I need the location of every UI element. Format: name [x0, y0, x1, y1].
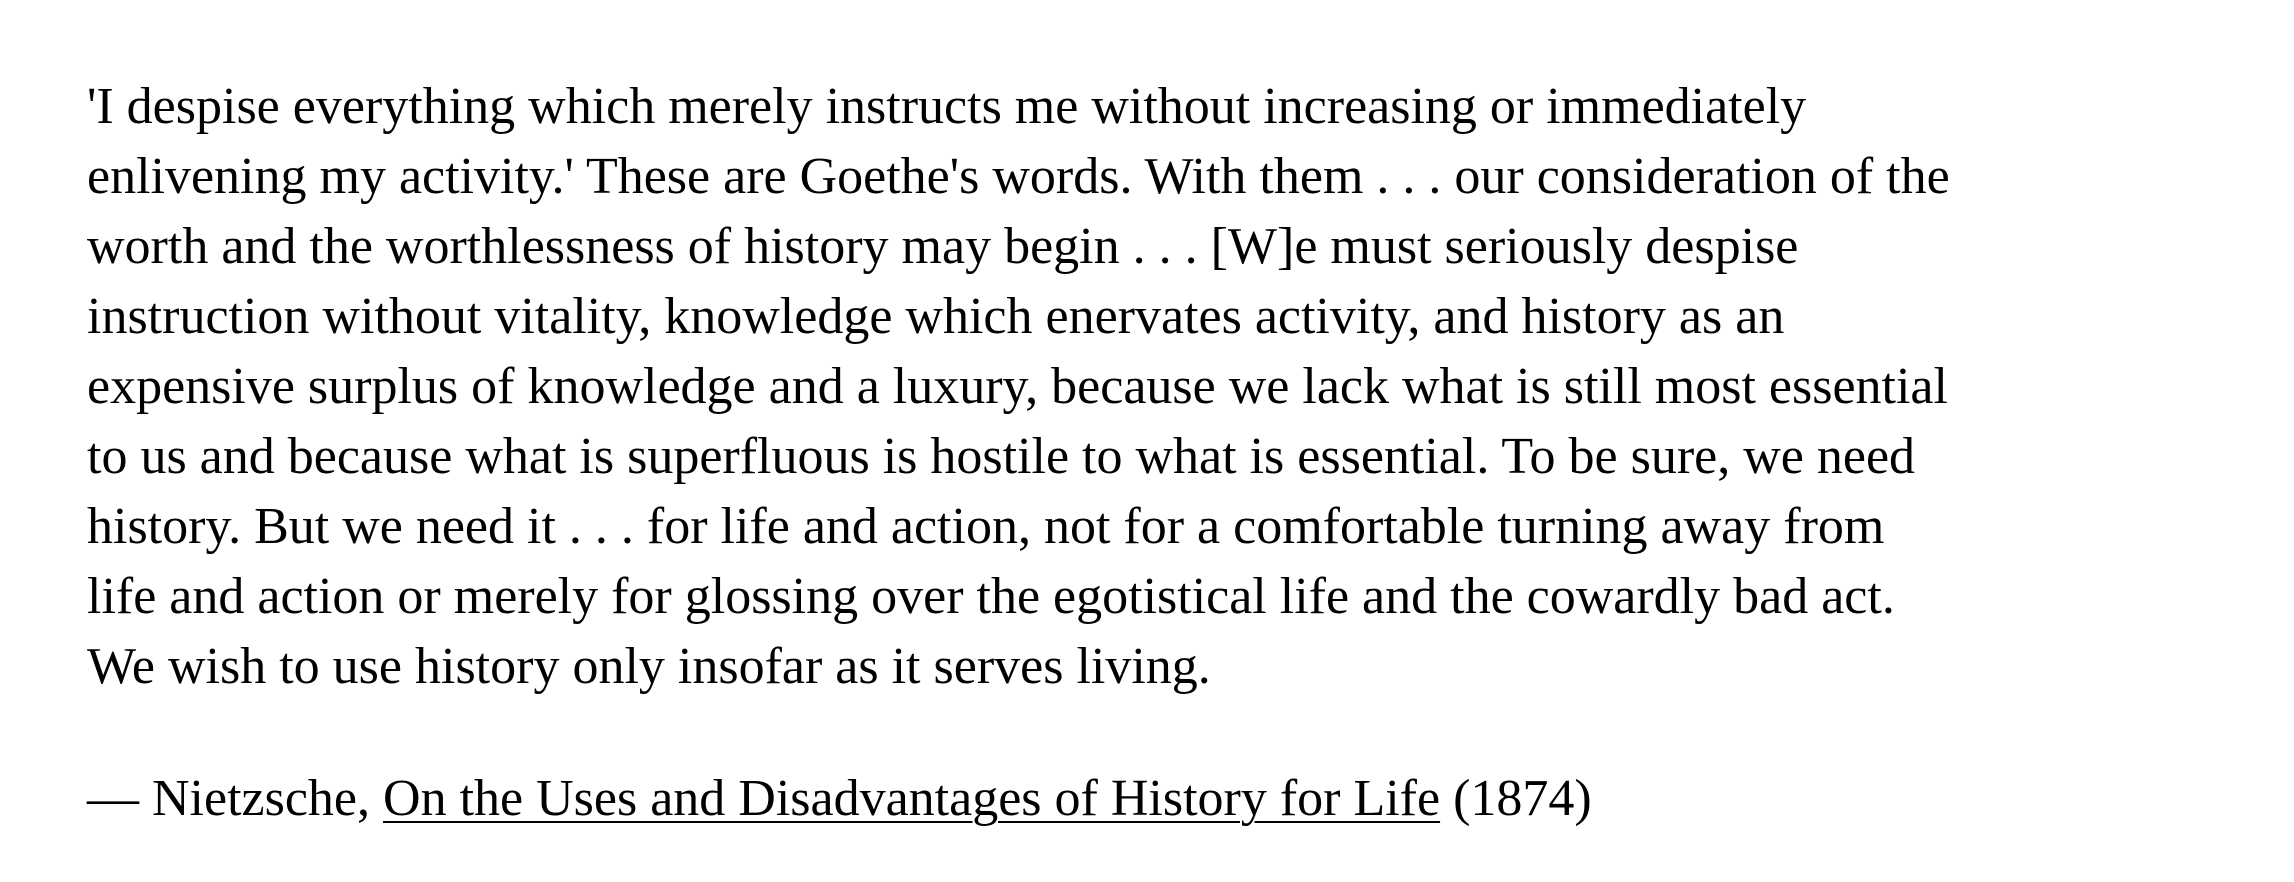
- quote-line: instruction without vitality, knowledge which enervates activity, and history as an: [87, 288, 1785, 345]
- quote-line: life and action or merely for glossing over the egotistical life and the cowardly bad act.: [87, 568, 1895, 625]
- attribution-work-title: On the Uses and Disadvantages of History for Life: [383, 770, 1441, 827]
- attribution-year: (1874): [1440, 770, 1592, 827]
- quote-line: We wish to use history only insofar as it serves living.: [87, 638, 1211, 695]
- quote-line: worth and the worthlessness of history may begin . . . [W]e must seriously despise: [87, 218, 1799, 275]
- quote-line: expensive surplus of knowledge and a luxury, because we lack what is still most essential: [87, 358, 1948, 415]
- quote-block: [87, 72, 1950, 702]
- quote-line: history. But we need it . . . for life and action, not for a comfortable turning away from: [87, 498, 1885, 555]
- quote-line: enlivening my activity.' These are Goethe's words. With them . . . our consideration of the: [87, 148, 1950, 205]
- attribution-author: — Nietzsche,: [87, 770, 384, 827]
- quote-line: to us and because what is superfluous is hostile to what is essential. To be sure, we need: [87, 428, 1916, 485]
- attribution: [87, 764, 1592, 834]
- quote-line: 'I despise everything which merely instructs me without increasing or immediately: [87, 78, 1807, 135]
